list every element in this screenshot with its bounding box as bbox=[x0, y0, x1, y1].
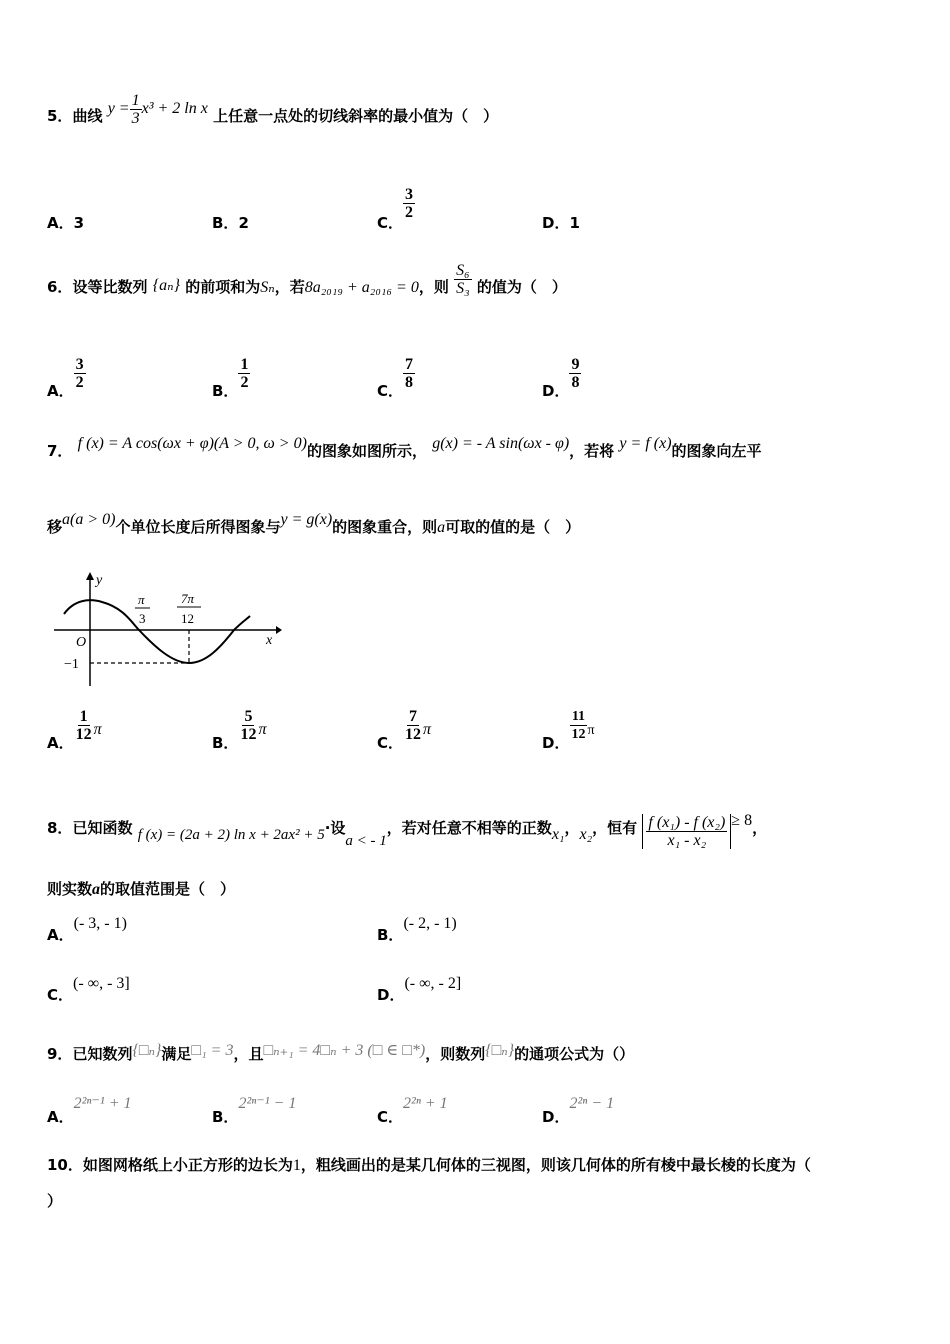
option-a[interactable]: A．2²ⁿ⁻¹ + 1 bbox=[47, 1095, 132, 1126]
question-number: 5． bbox=[47, 107, 73, 126]
formula: x₂ bbox=[579, 826, 593, 844]
question-7: 7． f (x) = A cos(ωx + φ)(A > 0, ω > 0)的图象如图所示， g(x) = - A sin(ωx - φ)，若将 y = f (x)的图象向左平 bbox=[47, 435, 762, 460]
origin-label: O bbox=[76, 635, 87, 650]
y-axis-arrow bbox=[86, 572, 94, 580]
pi-over-3-num: π bbox=[138, 592, 145, 607]
question-7-line2: 移a(a > 0)个单位长度后所得图象与y = g(x)的图象重合，则a可取的值的是（ ） bbox=[47, 511, 581, 536]
formula: 8a₂₀₁₉ + a₂₀₁₆ = 0 bbox=[304, 279, 419, 296]
formula: $\frac{\text{f (x₁) - f (x₂)}}{\text{x₁ - x₂}}$ bbox=[642, 814, 731, 849]
option-a[interactable]: A． $\frac{3}{2}$ bbox=[47, 356, 84, 400]
option-c[interactable]: C．(- ∞, - 3] bbox=[47, 975, 130, 1004]
option-d[interactable]: D．2²ⁿ − 1 bbox=[542, 1095, 615, 1126]
option-a[interactable]: A．(- 3, - 1) bbox=[47, 915, 127, 944]
question-10: 10．如图网格纸上小正方形的边长为1，粗线画出的是某几何体的三视图，则该几何体的所有棱中最长棱的长度为（ bbox=[47, 1156, 811, 1174]
question-8-line2: 则实数a的取值范围是（ ） bbox=[47, 880, 236, 898]
formula: ≥ 8 bbox=[731, 812, 753, 830]
formula: □ₙ₊₁ = 4□ₙ + 3 (□ ∈ □*) bbox=[263, 1042, 426, 1059]
option-c[interactable]: C． $\frac{7}{8}$ bbox=[377, 356, 414, 400]
formula: $\frac{\text{S₆}}{\text{S₃}}$ bbox=[456, 262, 470, 297]
x-axis-label: x bbox=[266, 633, 273, 648]
formula: f (x) = (2a + 2) ln x + 2ax² + 5 bbox=[137, 827, 325, 844]
option-b[interactable]: B．2 bbox=[212, 214, 249, 232]
question-8: 8．已知函数 f (x) = (2a + 2) ln x + 2ax² + 5·设a < - 1，若对任意不相等的正数x₁，x₂，恒有 $\frac{\text{f (x₁) - f (x₂)}}{\text{x₁ - x₂}}$ ≥ 8， bbox=[47, 812, 768, 850]
question-6: 6．设等比数列 {aₙ} 的前项和为Sₙ，若8a₂₀₁₉ + a₂₀₁₆ = 0，则 $\frac{\text{S₆}}{\text{S₃}}$ 的值为（ ） bbox=[47, 262, 567, 297]
formula: f (x) = A cos(ωx + φ)(A > 0, ω > 0) bbox=[77, 435, 307, 452]
minus-one-label: −1 bbox=[64, 657, 79, 672]
formula: {aₙ} bbox=[152, 277, 180, 294]
formula: y = g(x) bbox=[280, 511, 333, 528]
x-axis-arrow bbox=[276, 626, 282, 634]
seven-pi-over-12-num: 7π bbox=[181, 591, 195, 606]
question-5 bbox=[47, 92, 499, 135]
option-c[interactable]: C． $\frac{7}{12}$ π bbox=[377, 708, 432, 752]
option-b[interactable]: B．(- 2, - 1) bbox=[377, 915, 457, 944]
option-a[interactable]: A．3 bbox=[47, 214, 85, 232]
option-d[interactable]: D．1 bbox=[542, 214, 580, 232]
option-c[interactable]: C． $\frac{3}{2}$ bbox=[377, 186, 414, 232]
cosine-curve bbox=[64, 600, 250, 663]
option-b[interactable]: B．2²ⁿ⁻¹ − 1 bbox=[212, 1095, 297, 1126]
formula: g(x) = - A sin(ωx - φ) bbox=[432, 435, 570, 452]
question-10-line2: ） bbox=[47, 1192, 63, 1210]
formula: y = f (x) bbox=[619, 435, 672, 452]
formula: □₁ = 3 bbox=[191, 1042, 234, 1059]
option-b[interactable]: B． $\frac{5}{12}$ π bbox=[212, 708, 267, 752]
option-d[interactable]: D． $\frac{9}{8}$ bbox=[542, 356, 580, 400]
y-axis-label: y bbox=[96, 573, 103, 588]
seven-pi-over-12-den: 12 bbox=[181, 611, 194, 626]
formula: Sₙ bbox=[260, 279, 275, 296]
cosine-graph bbox=[44, 568, 284, 690]
formula: a(a > 0) bbox=[62, 511, 116, 528]
question-text: 曲线 bbox=[72, 107, 103, 126]
pi-over-3-den: 3 bbox=[139, 611, 146, 626]
formula: a bbox=[437, 519, 446, 536]
option-a[interactable]: A． $\frac{1}{12}$ π bbox=[47, 708, 102, 752]
question-9: 9．已知数列{□ₙ}满足□₁ = 3，且□ₙ₊₁ = 4□ₙ + 3 (□ ∈ □*)，则数列{□ₙ}的通项公式为（） bbox=[47, 1042, 635, 1063]
formula: {□ₙ} bbox=[485, 1042, 515, 1059]
option-b[interactable]: B． $\frac{1}{2}$ bbox=[212, 356, 249, 400]
formula: y = $\frac{1}{3}$ x³ + 2 ln x bbox=[107, 92, 208, 127]
question-text: 上任意一点处的切线斜率的最小值为（ ） bbox=[213, 107, 499, 126]
option-c[interactable]: C．2²ⁿ + 1 bbox=[377, 1095, 448, 1126]
formula: {□ₙ} bbox=[132, 1042, 162, 1059]
option-d[interactable]: D． $\frac{11}{12}$ π bbox=[542, 709, 595, 752]
option-d[interactable]: D．(- ∞, - 2] bbox=[377, 975, 462, 1004]
formula: x₁ bbox=[551, 826, 565, 844]
formula: a < - 1 bbox=[345, 833, 387, 850]
